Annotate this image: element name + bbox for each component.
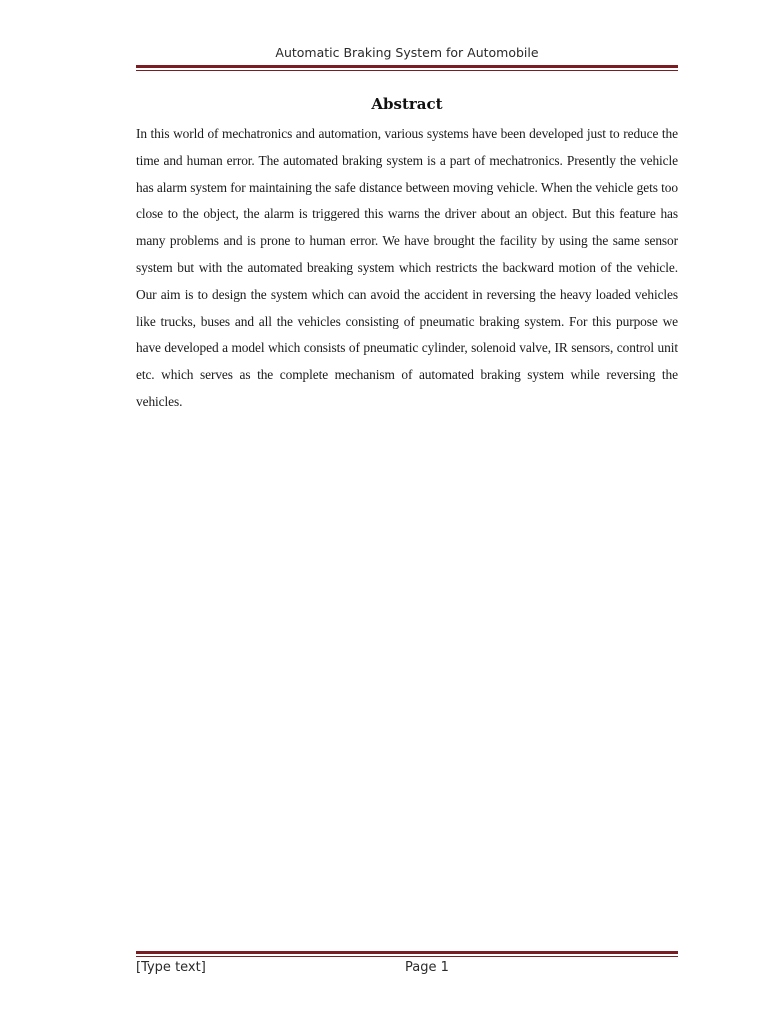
abstract-body: In this world of mechatronics and automation, various systems have been developed just to reduce the time and human error. The automated braking system is a part of mechatronics. Presently the vehicle has alarm system for maintaining the safe distance between moving vehicle. When the vehicle gets too close to the object, the alarm is triggered this warns the driver about an object. But this feature has many problems and is prone to human error. We have brought the facility by using the same sensor system but with the automated breaking system which restricts the backward motion of the vehicle. Our aim is to design the system which can avoid the accident in reversing the heavy loaded vehicles like trucks, buses and all the vehicles consisting of pneumatic braking system. For this purpose we have developed a model which consists of pneumatic cylinder, solenoid valve, IR sensors, control unit etc. which serves as the complete mechanism of automated braking system while reversing the vehicles.	[136, 126, 678, 409]
footer-rule-top	[136, 951, 678, 954]
footer-page-number: Page 1	[405, 960, 449, 975]
header-rule-top	[136, 65, 678, 68]
header-rule-bottom	[136, 70, 678, 71]
footer-left-text: [Type text]	[136, 960, 206, 975]
footer-rule-bottom	[136, 956, 678, 957]
abstract-heading: Abstract	[371, 95, 443, 113]
header-title: Automatic Braking System for Automobile	[275, 45, 539, 60]
